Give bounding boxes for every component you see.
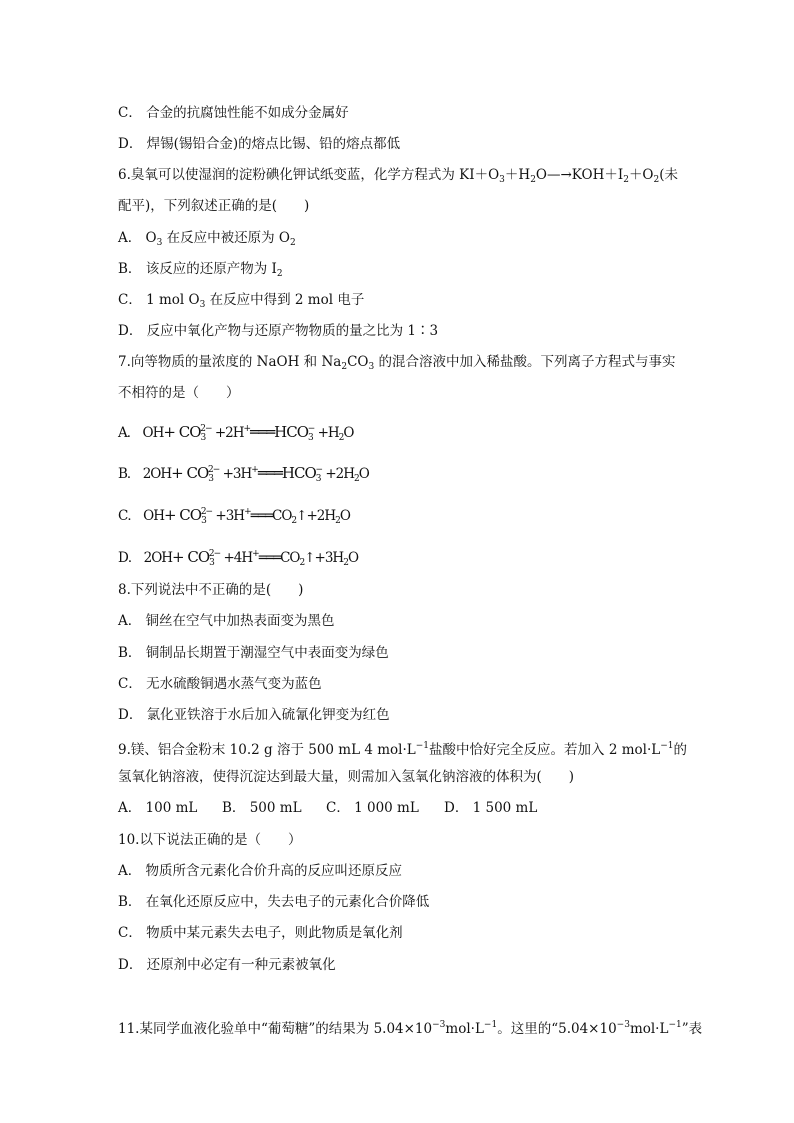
q7-option-d: D． $2OH+ CO_3^{2-}$ $+4H^+═══CO_2↑+3H_2O$ — [118, 548, 359, 568]
q6-option-a: A． $O_3$ 在反应中被还原为 $O_2$ — [118, 230, 296, 248]
q9-option-d: D． 1 500 mL — [444, 800, 538, 816]
q7-option-b: B． $2OH+ CO_3^{2-}$ $+3H^+═══HCO_3^- +2H_2O$ — [118, 464, 369, 484]
q8-option-c: C． 无水硫酸铜遇水蒸气变为蓝色 — [118, 676, 322, 692]
q10-option-a: A． 物质所含元素化合价升高的反应叫还原反应 — [118, 863, 403, 879]
q6-option-c: C． 1 mol $O_3$ 在反应中得到 2 mol 电子 — [118, 292, 365, 310]
q8-stem: 8.下列说法中不正确的是( ) — [118, 582, 304, 598]
q5-option-d: D． 焊锡(锡铅合金)的熔点比锡、铅的熔点都低 — [118, 136, 401, 152]
q9-option-b: B． 500 mL — [222, 800, 302, 816]
q9-option-c: C． 1 000 mL — [326, 800, 419, 816]
q8-option-d: D． 氯化亚铁溶于水后加入硫氰化钾变为红色 — [118, 707, 390, 723]
q10-option-d: D． 还原剂中必定有一种元素被氧化 — [118, 957, 336, 973]
q9-option-a: A． 100 mL — [118, 800, 198, 816]
q5-option-c: C． 合金的抗腐蚀性能不如成分金属好 — [118, 105, 349, 121]
q6-stem-line1: 6.臭氧可以使湿润的淀粉碘化钾试纸变蓝，化学方程式为 $KI+O_3+H_2O—\to KOH+I_2+O_2$(未 — [118, 167, 679, 185]
q7-option-a: A． $OH+ CO_3^{2-}$ $+2H^+═══HCO_3^- +H_2O$ — [118, 423, 354, 443]
q7-option-c: C． $OH+ CO_3^{2-}$ $+3H^+═══CO_2↑+2H_2O$ — [118, 506, 350, 526]
q11-stem-line1: 11.某同学血液化验单中“葡萄糖”的结果为 $5.04\times 10^{-3}mol\cdot L^{-1}$。这里的“$5.04\times 10^{-3}mol\cdot L^{-1}$”表 — [118, 1020, 703, 1037]
q9-stem-line1: 9.镁、铝合金粉末 10.2 g 溶于 500 mL 4 $mol\cdot L^{-1}$盐酸中恰好完全反应。若加入 2 $mol\cdot L^{-1}$的 — [118, 741, 687, 758]
q10-stem: 10.以下说法正确的是（ ） — [118, 832, 302, 848]
q6-option-d: D． 反应中氧化产物与还原产物物质的量之比为 1∶3 — [118, 323, 439, 339]
q8-option-b: B． 铜制品长期置于潮湿空气中表面变为绿色 — [118, 645, 389, 661]
q7-stem-line1: 7.向等物质的量浓度的 NaOH 和 $Na_2CO_3$ 的混合溶液中加入稀盐酸。下列离子方程式与事实 — [118, 354, 676, 372]
q10-option-c: C． 物质中某元素失去电子，则此物质是氧化剂 — [118, 925, 403, 941]
q6-stem-line2: 配平)，下列叙述正确的是( ) — [118, 198, 310, 214]
q6-option-b: B． 该反应的还原产物为 $I_2$ — [118, 261, 283, 279]
q7-stem-line2: 不相符的是（ ） — [118, 385, 240, 401]
q9-stem-line2: 氢氧化钠溶液，使得沉淀达到最大量，则需加入氢氧化钠溶液的体积为( ) — [118, 769, 575, 785]
q10-option-b: B． 在氧化还原反应中，失去电子的元素化合价降低 — [118, 894, 430, 910]
q8-option-a: A． 铜丝在空气中加热表面变为黑色 — [118, 613, 335, 629]
